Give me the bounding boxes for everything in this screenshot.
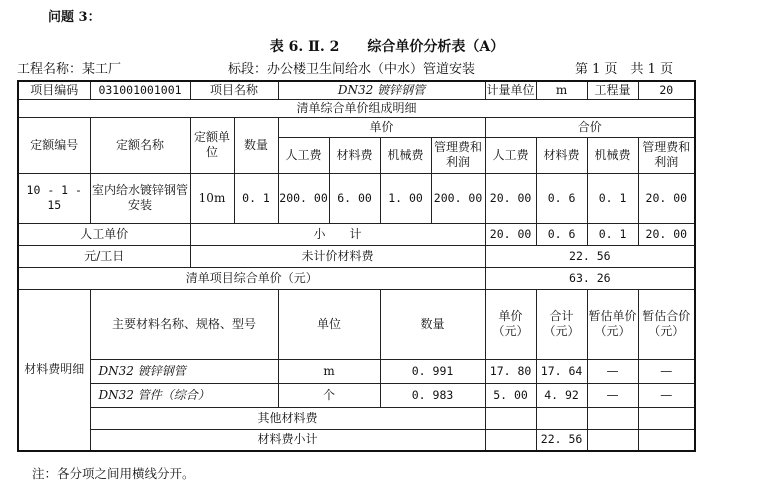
up-machine-header: 机械费	[380, 137, 431, 173]
qty-value: 20	[638, 81, 695, 99]
tp-mgmt-header: 管理费和利润	[638, 137, 695, 173]
other-material-est-price	[587, 407, 638, 429]
material-subtotal-label: 材料费小计	[90, 429, 485, 451]
labor-unit-price-value: 元/工日	[18, 245, 190, 267]
header-row-1	[18, 117, 695, 137]
other-material-price	[485, 407, 536, 429]
tp-labor-header: 人工费	[485, 137, 536, 173]
quantity-header: 数量	[234, 117, 278, 173]
material-row	[18, 383, 695, 407]
tp-material: 0. 6	[536, 173, 587, 223]
material-total: 4. 92	[536, 383, 587, 407]
name-value: DN32 镀锌钢管	[278, 81, 485, 99]
unit-value: m	[536, 81, 587, 99]
material-qty-header: 数量	[380, 289, 485, 359]
tp-material-header: 材料费	[536, 137, 587, 173]
material-name: DN32 管件（综合）	[90, 383, 278, 407]
material-qty: 0. 983	[380, 383, 485, 407]
subtotal-row	[18, 223, 695, 245]
subtotal-label: 小 计	[190, 223, 485, 245]
up-material-header: 材料费	[329, 137, 380, 173]
unpriced-material-value: 22. 56	[485, 245, 695, 267]
subtotal-labor: 20. 00	[485, 223, 536, 245]
section-name: 标段：办公楼卫生间给水（中水）管道安装	[228, 62, 476, 77]
composite-price-table	[17, 80, 696, 452]
material-total: 17. 64	[536, 359, 587, 383]
up-mgmt: 200. 00	[431, 173, 485, 223]
quota-unit: 10m	[190, 173, 234, 223]
page-indicator: 第 1 页 共 1 页	[575, 62, 674, 77]
quota-name-header: 定额名称	[90, 117, 190, 173]
material-price: 17. 80	[485, 359, 536, 383]
material-name: DN32 镀锌钢管	[90, 359, 278, 383]
other-material-row	[18, 407, 695, 429]
tp-mgmt: 20. 00	[638, 173, 695, 223]
material-subtotal-est-price	[587, 429, 638, 451]
total-price-header: 合价	[485, 117, 695, 137]
material-subtotal-est-total	[638, 429, 695, 451]
material-detail-label: 材料费明细	[18, 289, 90, 451]
quota-row	[18, 173, 695, 223]
up-labor-header: 人工费	[278, 137, 329, 173]
question-label: 问题 3：	[48, 10, 101, 25]
composition-title-row	[18, 99, 695, 117]
quota-unit-header: 定额单位	[190, 117, 234, 173]
material-name-header: 主要材料名称、规格、型号	[90, 289, 278, 359]
composite-unit-price-label: 清单项目综合单价（元）	[18, 267, 485, 289]
footnote: 注：各分项之间用横线分开。	[32, 466, 195, 481]
unit-label: 计量单位	[485, 81, 536, 99]
tp-machine: 0. 1	[587, 173, 638, 223]
quota-code: 10 - 1 - 15	[18, 173, 90, 223]
material-est-total-header: 暂估合价（元）	[638, 289, 695, 359]
composite-unit-price-row	[18, 267, 695, 289]
unpriced-material-row	[18, 245, 695, 267]
subtotal-mgmt: 20. 00	[638, 223, 695, 245]
qty-label: 工程量	[587, 81, 638, 99]
other-material-label: 其他材料费	[90, 407, 485, 429]
code-label: 项目编码	[18, 81, 90, 99]
material-unit: 个	[278, 383, 380, 407]
material-subtotal-value: 22. 56	[536, 429, 587, 451]
table-title: 表 6. Ⅱ. 2 综合单价分析表（A）	[269, 39, 505, 55]
material-est-price: —	[587, 359, 638, 383]
material-est-total: —	[638, 359, 695, 383]
up-labor: 200. 00	[278, 173, 329, 223]
tp-labor: 20. 00	[485, 173, 536, 223]
material-price-header: 单价（元）	[485, 289, 536, 359]
project-info-row	[18, 81, 695, 99]
material-unit: m	[278, 359, 380, 383]
name-label: 项目名称	[190, 81, 278, 99]
labor-unit-price-label: 人工单价	[18, 223, 190, 245]
code-value: 031001001001	[90, 81, 190, 99]
other-material-total	[536, 407, 587, 429]
other-material-est-total	[638, 407, 695, 429]
up-machine: 1. 00	[380, 173, 431, 223]
material-est-price-header: 暂估单价（元）	[587, 289, 638, 359]
material-est-total: —	[638, 383, 695, 407]
subtotal-material: 0. 6	[536, 223, 587, 245]
up-material: 6. 00	[329, 173, 380, 223]
material-header-row	[18, 289, 695, 359]
unpriced-material-label: 未计价材料费	[190, 245, 485, 267]
subtotal-machine: 0. 1	[587, 223, 638, 245]
material-price: 5. 00	[485, 383, 536, 407]
material-row	[18, 359, 695, 383]
quota-qty: 0. 1	[234, 173, 278, 223]
material-total-header: 合计（元）	[536, 289, 587, 359]
composite-unit-price-value: 63. 26	[485, 267, 695, 289]
material-unit-header: 单位	[278, 289, 380, 359]
quota-code-header: 定额编号	[18, 117, 90, 173]
material-est-price: —	[587, 383, 638, 407]
material-subtotal-price	[485, 429, 536, 451]
material-subtotal-row	[18, 429, 695, 451]
up-mgmt-header: 管理费和利润	[431, 137, 485, 173]
composition-title: 清单综合单价组成明细	[18, 99, 695, 117]
project-name: 工程名称：某工厂	[17, 62, 122, 77]
tp-machine-header: 机械费	[587, 137, 638, 173]
unit-price-header: 单价	[278, 117, 485, 137]
quota-name: 室内给水镀锌钢管安装	[90, 173, 190, 223]
material-qty: 0. 991	[380, 359, 485, 383]
